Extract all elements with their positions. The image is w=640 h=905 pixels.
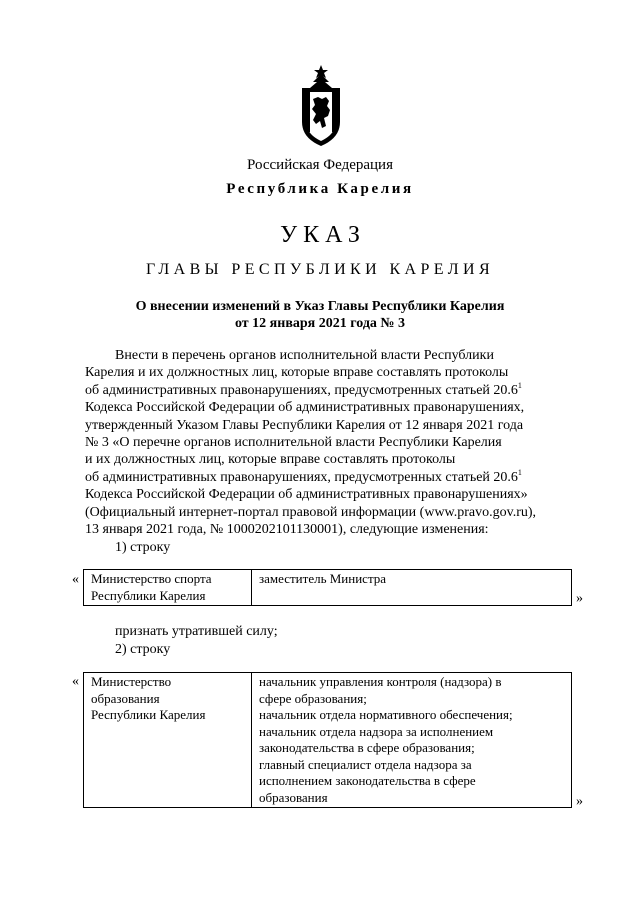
item-1-action: признать утратившей силу;: [115, 624, 278, 639]
country-name: Российская Федерация: [247, 157, 393, 173]
table-cell-position: [252, 673, 572, 808]
paragraph-line: 13 января 2021 года, № 1000202101130001), следующие изменения:: [85, 522, 489, 538]
coat-of-arms-emblem: [296, 64, 346, 148]
item-1-label: 1) строку: [115, 540, 171, 555]
issuer-title: ГЛАВЫ РЕСПУБЛИКИ КАРЕЛИЯ: [145, 261, 495, 278]
quote-open: «: [72, 674, 79, 689]
paragraph-line: Кодекса Российской Федерации об административных правонарушениях,: [85, 400, 525, 416]
cell-line: Республики Карелия: [91, 587, 206, 603]
table-row: [84, 570, 572, 606]
table-row: [84, 673, 572, 808]
table-cell-organization: [84, 673, 252, 808]
cell-line: образования: [91, 690, 160, 706]
paragraph-line: Карелия и их должностных лиц, которые вправе составлять протоколы: [85, 365, 509, 381]
quote-close: »: [576, 591, 583, 606]
superscript: 1: [517, 467, 522, 477]
republic-name: Республика Карелия: [226, 181, 414, 197]
paragraph-line-text: об административных правонарушениях, предусмотренных статьей 20.6: [85, 469, 518, 485]
quote-open: «: [72, 572, 79, 587]
cell-line: главный специалист отдела надзора за: [259, 756, 472, 772]
document-title-line-2: от 12 января 2021 года № 3: [234, 316, 405, 331]
cell-line: законодательства в сфере образования;: [259, 740, 475, 755]
cell-line: образования: [259, 789, 328, 805]
main-paragraph: [85, 347, 571, 538]
cell-line: сфере образования;: [259, 690, 367, 706]
table-cell-position: [252, 570, 572, 606]
paragraph-line: [85, 469, 571, 486]
quote-close: »: [576, 794, 583, 809]
paragraph-line: утвержденный Указом Главы Республики Карелия от 12 января 2021 года: [85, 417, 524, 433]
document-title-line-1: О внесении изменений в Указ Главы Республики Карелия: [135, 299, 505, 314]
superscript: 1: [517, 380, 522, 390]
cell-line: начальник отдела надзора за исполнением: [259, 723, 494, 739]
cell-line: Министерство спорта: [91, 571, 212, 586]
paragraph-line: и их должностных лиц, которые вправе составлять протоколы: [85, 452, 456, 468]
table-row-education: [83, 672, 572, 808]
paragraph-line: [85, 382, 571, 399]
paragraph-line: Кодекса Российской Федерации об административных правонарушениях»: [85, 487, 528, 503]
paragraph-line: (Официальный интернет-портал правовой информации (www.pravo.gov.ru),: [85, 504, 537, 520]
item-2-label: 2) строку: [115, 642, 171, 657]
cell-line: Республики Карелия: [91, 707, 206, 722]
paragraph-line: № 3 «О перечне органов исполнительной власти Республики Карелия: [85, 435, 502, 451]
cell-line: заместитель Министра: [259, 571, 387, 586]
cell-line: исполнением законодательства в сфере: [259, 773, 476, 788]
paragraph-line: Внести в перечень органов исполнительной власти Республики: [115, 348, 494, 363]
paragraph-line-text: об административных правонарушениях, предусмотренных статьей 20.6: [85, 382, 518, 398]
table-cell-organization: [84, 570, 252, 606]
cell-line: начальник отдела нормативного обеспечения;: [259, 707, 513, 722]
table-row-sport: [83, 569, 572, 606]
document-title: [0, 298, 640, 332]
cell-line: Министерство: [91, 674, 172, 689]
cell-line: начальник управления контроля (надзора) в: [259, 674, 502, 689]
document-type: УКАЗ: [280, 222, 366, 248]
